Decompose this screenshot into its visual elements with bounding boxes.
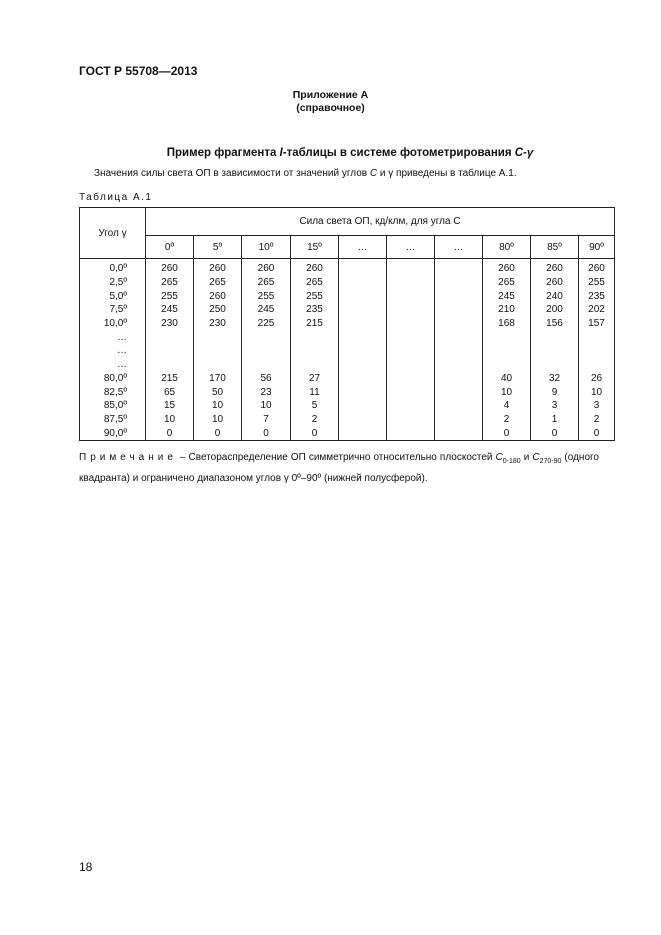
value-cell — [146, 344, 194, 358]
value-cell: 260 — [146, 259, 194, 276]
value-cell — [194, 344, 242, 358]
value-cell: 10 — [146, 413, 194, 427]
column-header: … — [339, 236, 387, 259]
value-cell — [339, 276, 387, 290]
angle-cell: … — [80, 344, 146, 358]
value-cell — [435, 358, 483, 372]
value-cell: 210 — [483, 303, 531, 317]
section-title-part1: Пример фрагмента — [166, 147, 280, 159]
value-cell: 235 — [291, 303, 339, 317]
value-cell: 250 — [194, 303, 242, 317]
value-cell — [387, 303, 435, 317]
note-c1-sub: 0-180 — [502, 458, 521, 465]
value-cell: 265 — [242, 276, 291, 290]
value-cell: 235 — [579, 289, 615, 303]
table-row — [80, 372, 615, 386]
value-cell: 0 — [579, 426, 615, 440]
value-cell: 230 — [146, 317, 194, 331]
angle-cell: … — [80, 330, 146, 344]
value-cell: 15 — [146, 399, 194, 413]
table-row — [80, 330, 615, 344]
value-cell: 265 — [146, 276, 194, 290]
value-cell — [194, 358, 242, 372]
value-cell — [435, 426, 483, 440]
value-cell — [387, 399, 435, 413]
value-cell: 10 — [579, 385, 615, 399]
value-cell: 0 — [531, 426, 579, 440]
value-cell: 202 — [579, 303, 615, 317]
column-header: … — [435, 236, 483, 259]
value-cell — [387, 289, 435, 303]
value-cell: 2 — [579, 413, 615, 427]
value-cell — [387, 344, 435, 358]
angle-cell: 85,0º — [80, 399, 146, 413]
value-cell: 255 — [146, 289, 194, 303]
value-cell — [194, 330, 242, 344]
value-cell: 255 — [579, 276, 615, 290]
value-cell: 10 — [194, 413, 242, 427]
value-cell: 200 — [531, 303, 579, 317]
value-cell: 0 — [291, 426, 339, 440]
column-header: 90º — [579, 236, 615, 259]
value-cell: 10 — [194, 399, 242, 413]
value-cell — [531, 330, 579, 344]
value-cell: 260 — [531, 259, 579, 276]
value-cell — [339, 259, 387, 276]
value-cell — [339, 317, 387, 331]
table-row — [80, 413, 615, 427]
angle-cell: 7,5º — [80, 303, 146, 317]
value-cell — [146, 330, 194, 344]
value-cell — [387, 426, 435, 440]
note-text3: (одного квадранта) и ограничено диапазоном углов γ 0º–90º (нижней полусферой). — [79, 452, 599, 484]
value-cell: 40 — [483, 372, 531, 386]
value-cell — [291, 344, 339, 358]
intro-paragraph — [94, 168, 517, 179]
note-c2-sub: 270-90 — [539, 458, 562, 465]
value-cell — [579, 330, 615, 344]
value-cell — [435, 259, 483, 276]
value-cell: 2 — [291, 413, 339, 427]
section-title-end: C-γ — [514, 147, 534, 159]
value-cell: 260 — [291, 259, 339, 276]
intro-part2: и — [377, 168, 389, 179]
value-cell: 9 — [531, 385, 579, 399]
value-cell: 5 — [291, 399, 339, 413]
table-row — [80, 358, 615, 372]
angle-cell: 90,0º — [80, 426, 146, 440]
value-cell: 245 — [483, 289, 531, 303]
value-cell — [339, 330, 387, 344]
value-cell: 0 — [146, 426, 194, 440]
value-cell — [435, 385, 483, 399]
value-cell — [146, 358, 194, 372]
value-cell: 10 — [483, 385, 531, 399]
value-cell: 265 — [291, 276, 339, 290]
column-header: 85º — [531, 236, 579, 259]
group-header: Сила света ОП, кд/клм, для угла C — [146, 208, 615, 236]
value-cell — [579, 344, 615, 358]
value-cell — [435, 330, 483, 344]
value-cell: 32 — [531, 372, 579, 386]
value-cell — [339, 413, 387, 427]
value-cell: 245 — [146, 303, 194, 317]
value-cell: 27 — [291, 372, 339, 386]
value-cell — [483, 330, 531, 344]
value-cell: 170 — [194, 372, 242, 386]
annex-heading — [0, 89, 661, 115]
angle-cell: 2,5º — [80, 276, 146, 290]
table-row — [80, 276, 615, 290]
value-cell: 260 — [194, 289, 242, 303]
value-cell — [435, 276, 483, 290]
value-cell — [579, 358, 615, 372]
value-cell: 4 — [483, 399, 531, 413]
value-cell: 245 — [242, 303, 291, 317]
value-cell — [291, 358, 339, 372]
value-cell — [387, 358, 435, 372]
intro-part3: приведены в таблице А.1. — [393, 168, 517, 179]
annex-title: Приложение А — [292, 89, 369, 101]
angle-cell: 5,0º — [80, 289, 146, 303]
value-cell — [339, 385, 387, 399]
value-cell: 260 — [483, 259, 531, 276]
note-text1: – Светораспределение ОП симметрично относительно плоскостей — [176, 452, 496, 463]
value-cell — [531, 344, 579, 358]
angle-cell: 87,5º — [80, 413, 146, 427]
section-title-italic: I — [279, 147, 283, 159]
value-cell: 255 — [242, 289, 291, 303]
value-cell: 1 — [531, 413, 579, 427]
value-cell — [387, 259, 435, 276]
value-cell: 260 — [579, 259, 615, 276]
note-label: Примечание — [79, 452, 177, 463]
table-row — [80, 303, 615, 317]
value-cell — [435, 303, 483, 317]
value-cell: 260 — [242, 259, 291, 276]
value-cell: 225 — [242, 317, 291, 331]
column-header: 5º — [194, 236, 242, 259]
value-cell: 0 — [242, 426, 291, 440]
value-cell: 7 — [242, 413, 291, 427]
value-cell: 3 — [531, 399, 579, 413]
value-cell — [435, 399, 483, 413]
value-cell: 10 — [242, 399, 291, 413]
column-header: 0º — [146, 236, 194, 259]
value-cell — [387, 413, 435, 427]
angle-cell: 82,5º — [80, 385, 146, 399]
value-cell: 260 — [531, 276, 579, 290]
annex-type: (справочное) — [296, 102, 365, 114]
document-id: ГОСТ Р 55708—2013 — [79, 64, 198, 78]
value-cell — [291, 330, 339, 344]
value-cell — [435, 317, 483, 331]
value-cell — [483, 344, 531, 358]
value-cell — [339, 426, 387, 440]
intensity-table — [79, 207, 615, 441]
angle-cell: … — [80, 358, 146, 372]
intro-gamma: γ — [388, 168, 394, 179]
value-cell: 11 — [291, 385, 339, 399]
value-cell: 168 — [483, 317, 531, 331]
value-cell — [339, 344, 387, 358]
table-container — [79, 207, 615, 441]
table-row — [80, 385, 615, 399]
value-cell: 260 — [194, 259, 242, 276]
column-header: 80º — [483, 236, 531, 259]
section-title-part2: -таблицы в системе фотометрирования — [282, 147, 515, 159]
value-cell — [531, 358, 579, 372]
value-cell: 56 — [242, 372, 291, 386]
table-row — [80, 344, 615, 358]
table-row — [80, 259, 615, 276]
value-cell — [435, 372, 483, 386]
table-row — [80, 289, 615, 303]
table-row — [80, 317, 615, 331]
note-c2: C — [532, 452, 540, 463]
value-cell: 157 — [579, 317, 615, 331]
intro-c: C — [369, 168, 378, 179]
value-cell: 255 — [291, 289, 339, 303]
section-title — [0, 147, 661, 159]
value-cell — [339, 289, 387, 303]
value-cell — [435, 413, 483, 427]
column-header: 15º — [291, 236, 339, 259]
column-header: 10º — [242, 236, 291, 259]
page-number: 18 — [79, 860, 93, 874]
note-text2: и — [520, 452, 533, 463]
note-c1: C — [495, 452, 503, 463]
value-cell: 215 — [146, 372, 194, 386]
angle-cell: 0,0º — [80, 259, 146, 276]
value-cell: 3 — [579, 399, 615, 413]
value-cell: 240 — [531, 289, 579, 303]
value-cell: 2 — [483, 413, 531, 427]
value-cell: 265 — [194, 276, 242, 290]
value-cell: 265 — [483, 276, 531, 290]
value-cell — [387, 317, 435, 331]
value-cell — [387, 372, 435, 386]
value-cell: 23 — [242, 385, 291, 399]
table-row — [80, 426, 615, 440]
value-cell: 230 — [194, 317, 242, 331]
value-cell — [339, 399, 387, 413]
value-cell — [242, 358, 291, 372]
value-cell — [242, 344, 291, 358]
angle-cell: 10,0º — [80, 317, 146, 331]
value-cell: 0 — [483, 426, 531, 440]
table-note — [79, 449, 599, 487]
row-header: Угол γ — [80, 208, 146, 259]
value-cell: 0 — [194, 426, 242, 440]
value-cell: 156 — [531, 317, 579, 331]
value-cell — [387, 276, 435, 290]
value-cell — [387, 330, 435, 344]
value-cell: 50 — [194, 385, 242, 399]
table-row — [80, 399, 615, 413]
value-cell — [339, 358, 387, 372]
value-cell: 65 — [146, 385, 194, 399]
value-cell: 215 — [291, 317, 339, 331]
column-header: … — [387, 236, 435, 259]
angle-cell: 80,0º — [80, 372, 146, 386]
value-cell: 26 — [579, 372, 615, 386]
value-cell — [339, 303, 387, 317]
value-cell — [339, 372, 387, 386]
intro-part1: Значения силы света ОП в зависимости от значений углов — [94, 168, 370, 179]
table-label: Таблица А.1 — [79, 192, 153, 203]
value-cell — [435, 289, 483, 303]
value-cell — [387, 385, 435, 399]
value-cell — [242, 330, 291, 344]
value-cell — [435, 344, 483, 358]
value-cell — [483, 358, 531, 372]
